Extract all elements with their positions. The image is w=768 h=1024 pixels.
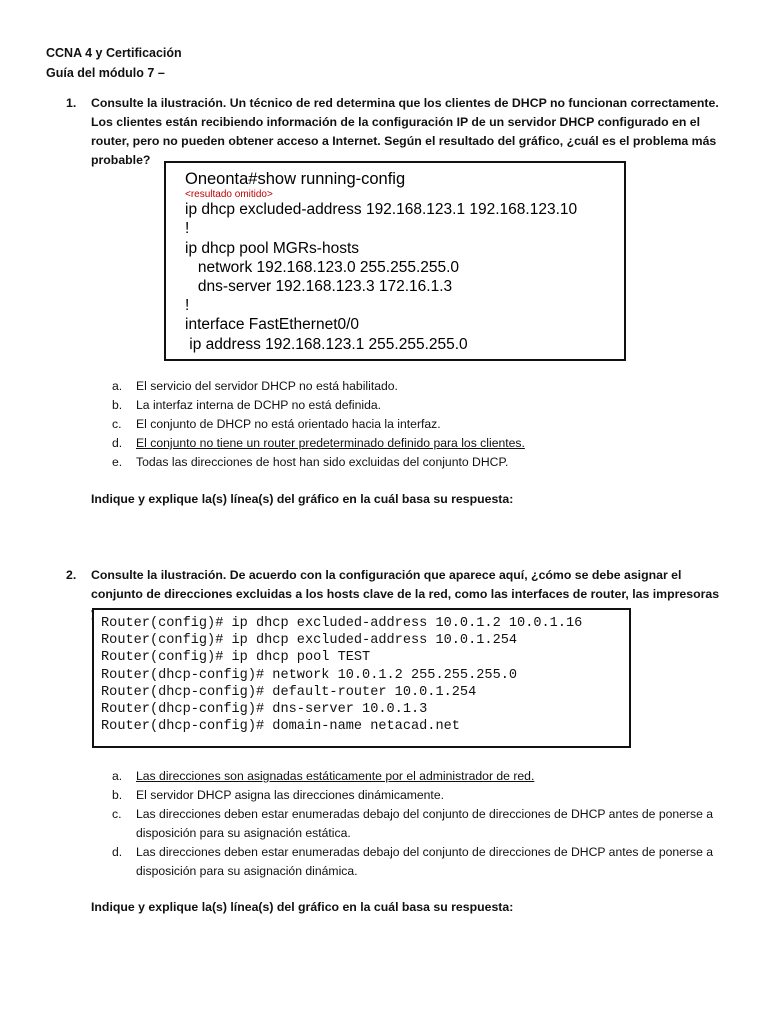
figure-1-line: dns-server 192.168.123.3 172.16.1.3 bbox=[185, 278, 453, 296]
answer-option: d. Las direcciones deben estar enumeradas debajo del conjunto de direcciones de DHCP antes de ponerse a disposición para su asignación dinámica. bbox=[112, 845, 714, 878]
figure-1-line-omitted: <resultado omitido> bbox=[185, 189, 273, 201]
question-1 bbox=[66, 94, 726, 170]
figure-1-line: ip dhcp pool MGRs-hosts bbox=[185, 239, 360, 257]
question-1-options bbox=[112, 377, 732, 472]
figure-1-line: ip address 192.168.123.1 255.255.255.0 bbox=[185, 335, 468, 353]
module-guide-subtitle: Guía del módulo 7 – bbox=[46, 66, 165, 80]
figure-2-line: Router(dhcp-config)# dns-server 10.0.1.3 bbox=[101, 702, 428, 718]
question-2-prompt: Indique y explique la(s) línea(s) del gráfico en la cuál basa su respuesta: bbox=[91, 900, 514, 914]
document-title: CCNA 4 y Certificación bbox=[46, 46, 182, 60]
figure-1-line: ip dhcp excluded-address 192.168.123.1 192.168.123.10 bbox=[185, 201, 578, 219]
question-2-figure bbox=[92, 608, 631, 748]
answer-option-selected: a. Las direcciones son asignadas estáticamente por el administrador de red. bbox=[112, 769, 535, 783]
figure-2-line: Router(dhcp-config)# network 10.0.1.2 255.255.255.0 bbox=[101, 667, 518, 683]
figure-1-line: network 192.168.123.0 255.255.255.0 bbox=[185, 258, 460, 276]
figure-2-line: Router(dhcp-config)# default-router 10.0.1.254 bbox=[101, 684, 477, 700]
question-1-text: Consulte la ilustración. Un técnico de red determina que los clientes de DHCP no funcionan correctamente. Los clientes están recibiendo información de la configuración IP de un servidor DHCP configurado en el router, pero no pueden obtener acceso a Internet. Según el resultado del gráfico, ¿cuál es el problema más probable? bbox=[91, 96, 719, 167]
question-2-text: Consulte la ilustración. De acuerdo con la configuración que aparece aquí, ¿cómo se debe asignar el conjunto de direcciones excluidas a los hosts clave de la red, como las interfaces de router, las impresoras bbox=[91, 568, 720, 601]
figure-2-line: Router(config)# ip dhcp excluded-address 10.0.1.2 10.0.1.16 bbox=[101, 616, 583, 631]
question-1-prompt: Indique y explique la(s) línea(s) del gráfico en la cuál basa su respuesta: bbox=[91, 492, 514, 506]
figure-1-line: Oneonta#show running-config bbox=[185, 170, 406, 188]
figure-1-line: interface FastEthernet0/0 bbox=[185, 316, 360, 334]
figure-2-line: Router(config)# ip dhcp excluded-address 10.0.1.254 bbox=[101, 633, 518, 649]
answer-option: c. El conjunto de DHCP no está orientado hacia la interfaz. bbox=[112, 417, 441, 431]
answer-option: a. El servicio del servidor DHCP no está habilitado. bbox=[112, 379, 398, 393]
question-2-number: 2. bbox=[66, 568, 77, 582]
figure-2-line: Router(config)# ip dhcp pool TEST bbox=[101, 650, 371, 666]
figure-2-line: Router(dhcp-config)# domain-name netacad.net bbox=[101, 719, 460, 735]
question-1-number: 1. bbox=[66, 96, 77, 110]
figure-1-line: ! bbox=[185, 220, 190, 238]
question-2-options bbox=[112, 767, 732, 881]
answer-option: c. Las direcciones deben estar enumeradas debajo del conjunto de direcciones de DHCP antes de ponerse a disposición para su asignación estática. bbox=[112, 807, 714, 840]
answer-option-selected: d. El conjunto no tiene un router predeterminado definido para los clientes. bbox=[112, 436, 525, 450]
answer-option: b. El servidor DHCP asigna las direcciones dinámicamente. bbox=[112, 788, 444, 802]
answer-option: e. Todas las direcciones de host han sido excluidas del conjunto DHCP. bbox=[112, 455, 509, 469]
figure-1-line: ! bbox=[185, 297, 190, 315]
answer-option: b. La interfaz interna de DCHP no está definida. bbox=[112, 398, 382, 412]
question-1-figure bbox=[164, 161, 626, 361]
